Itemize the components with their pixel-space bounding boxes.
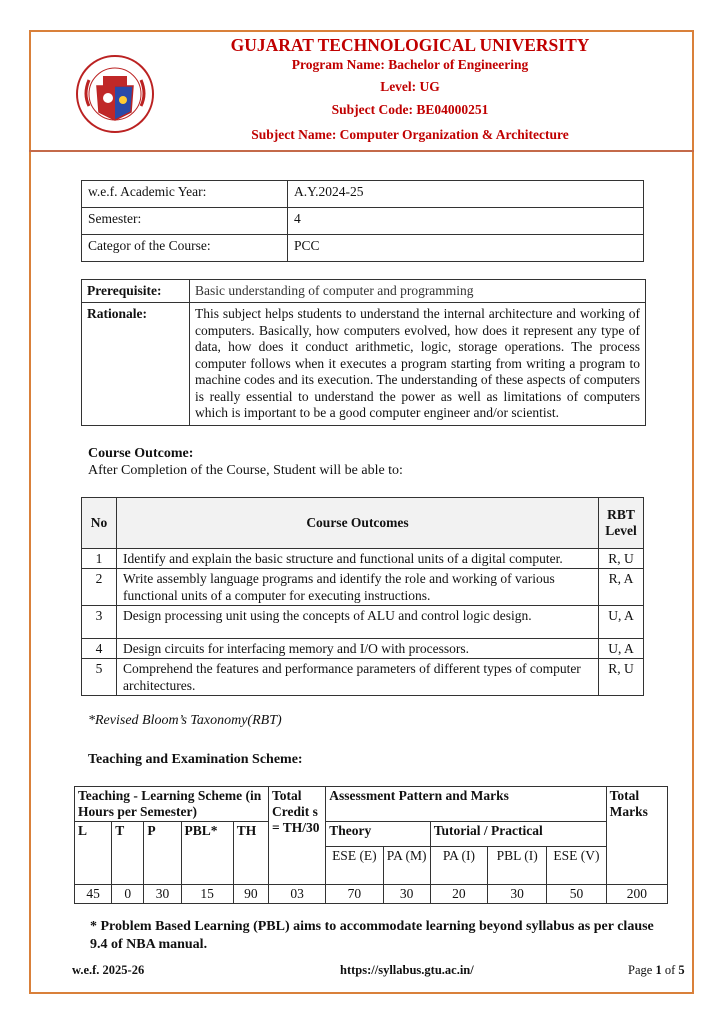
prerequisite-value: Basic understanding of computer and programming bbox=[190, 280, 646, 303]
info-value: PCC bbox=[288, 235, 644, 262]
table-row bbox=[82, 208, 644, 235]
co-text: Comprehend the features and performance parameters of different types of computer architectures. bbox=[117, 659, 599, 696]
value-p: 30 bbox=[144, 885, 181, 904]
tutorial-header: Tutorial / Practical bbox=[430, 822, 606, 847]
value-pa-i: 20 bbox=[430, 885, 487, 904]
course-outcome-heading: Course Outcome: bbox=[88, 446, 194, 461]
table-row bbox=[82, 235, 644, 262]
page-number bbox=[628, 963, 685, 978]
col-pa-m: PA (M) bbox=[383, 847, 430, 885]
university-title: GUJARAT TECHNOLOGICAL UNIVERSITY bbox=[230, 35, 590, 55]
tl-scheme-header: Teaching - Learning Scheme (in Hours per Semester) bbox=[75, 787, 269, 822]
page-of: of bbox=[661, 963, 679, 977]
table-header-row bbox=[82, 498, 644, 549]
col-ese-e: ESE (E) bbox=[326, 847, 383, 885]
co-no: 1 bbox=[82, 549, 117, 569]
page-prefix: Page bbox=[628, 963, 656, 977]
value-pa-m: 30 bbox=[383, 885, 430, 904]
info-label: Semester: bbox=[82, 208, 288, 235]
co-rbt: R, U bbox=[599, 659, 644, 696]
col-outcomes-header: Course Outcomes bbox=[117, 498, 599, 549]
rationale-value: This subject helps students to understand the internal architecture and working of computers. Basically, how computers evolved, how does it represent any type of data, how does it conduct arithmetic, logic, storage operations. The process computer follows when it executes a program starting from writing a program to machine codes and its execution. The understanding of these aspects of computers is really essential to understand the power as well as limitations of computers which is important to be a good computer engineer and/or scientist. bbox=[190, 303, 646, 426]
info-label: Categor of the Course: bbox=[82, 235, 288, 262]
co-rbt: R, A bbox=[599, 569, 644, 606]
co-rbt: U, A bbox=[599, 639, 644, 659]
value-l: 45 bbox=[75, 885, 112, 904]
col-pbl-i: PBL (I) bbox=[488, 847, 547, 885]
rbt-note: *Revised Bloom’s Taxonomy(RBT) bbox=[88, 713, 282, 728]
level: Level: UG bbox=[380, 79, 440, 94]
value-ese-e: 70 bbox=[326, 885, 383, 904]
prerequisite-label: Prerequisite: bbox=[82, 280, 190, 303]
value-total: 200 bbox=[606, 885, 667, 904]
co-rbt: R, U bbox=[599, 549, 644, 569]
table-row bbox=[82, 280, 646, 303]
footer-wef: w.e.f. 2025-26 bbox=[72, 963, 145, 977]
table-row bbox=[75, 885, 668, 904]
value-th: 90 bbox=[233, 885, 268, 904]
table-row bbox=[82, 181, 644, 208]
co-text: Design circuits for interfacing memory and I/O with processors. bbox=[117, 639, 599, 659]
value-ese-v: 50 bbox=[547, 885, 606, 904]
table-row bbox=[82, 569, 644, 606]
info-label: w.e.f. Academic Year: bbox=[82, 181, 288, 208]
value-pbl: 15 bbox=[181, 885, 233, 904]
total-marks-header: Total Marks bbox=[606, 787, 667, 885]
course-info-table bbox=[81, 180, 644, 262]
credit-header: Total Credit s = TH/30 bbox=[268, 787, 325, 885]
co-no: 3 bbox=[82, 606, 117, 639]
info-value: A.Y.2024-25 bbox=[288, 181, 644, 208]
co-no: 4 bbox=[82, 639, 117, 659]
col-pa-i: PA (I) bbox=[430, 847, 487, 885]
value-credits: 03 bbox=[268, 885, 325, 904]
table-row bbox=[82, 659, 644, 696]
co-text: Identify and explain the basic structure and functional units of a digital computer. bbox=[117, 549, 599, 569]
table-row bbox=[82, 606, 644, 639]
col-th: TH bbox=[233, 822, 268, 885]
table-row bbox=[82, 639, 644, 659]
table-row bbox=[82, 549, 644, 569]
teaching-scheme-table bbox=[74, 786, 668, 904]
col-rbt-header: RBT Level bbox=[599, 498, 644, 549]
table-row bbox=[75, 822, 668, 847]
assessment-header: Assessment Pattern and Marks bbox=[326, 787, 606, 822]
university-logo bbox=[75, 50, 155, 138]
co-text: Design processing unit using the concepts of ALU and control logic design. bbox=[117, 606, 599, 639]
col-p: P bbox=[144, 822, 181, 885]
col-t: T bbox=[112, 822, 144, 885]
co-no: 5 bbox=[82, 659, 117, 696]
header-divider bbox=[29, 150, 694, 152]
course-outcome-intro: After Completion of the Course, Student will be able to: bbox=[88, 463, 403, 478]
co-no: 2 bbox=[82, 569, 117, 606]
prereq-rationale-table bbox=[81, 279, 646, 426]
co-text: Write assembly language programs and identify the role and working of various functional units of a computer for executing instructions. bbox=[117, 569, 599, 606]
subject-code: Subject Code: BE04000251 bbox=[331, 102, 489, 117]
rationale-label: Rationale: bbox=[82, 303, 190, 426]
page-current: 1 bbox=[655, 963, 662, 977]
table-row bbox=[75, 787, 668, 822]
col-l: L bbox=[75, 822, 112, 885]
page-total: 5 bbox=[678, 963, 685, 977]
value-t: 0 bbox=[112, 885, 144, 904]
value-pbl-i: 30 bbox=[488, 885, 547, 904]
theory-header: Theory bbox=[326, 822, 431, 847]
subject-name: Subject Name: Computer Organization & Architecture bbox=[251, 127, 569, 142]
footer-url[interactable]: https://syllabus.gtu.ac.in/ bbox=[340, 963, 474, 977]
col-pbl: PBL* bbox=[181, 822, 233, 885]
program-name: Program Name: Bachelor of Engineering bbox=[291, 57, 529, 72]
col-no-header: No bbox=[82, 498, 117, 549]
course-outcomes-table bbox=[81, 497, 644, 696]
scheme-heading: Teaching and Examination Scheme: bbox=[88, 752, 303, 767]
info-value: 4 bbox=[288, 208, 644, 235]
co-rbt: U, A bbox=[599, 606, 644, 639]
table-row bbox=[82, 303, 646, 426]
col-ese-v: ESE (V) bbox=[547, 847, 606, 885]
pbl-note: * Problem Based Learning (PBL) aims to accommodate learning beyond syllabus as per clause 9.4 of NBA manual. bbox=[90, 919, 654, 952]
